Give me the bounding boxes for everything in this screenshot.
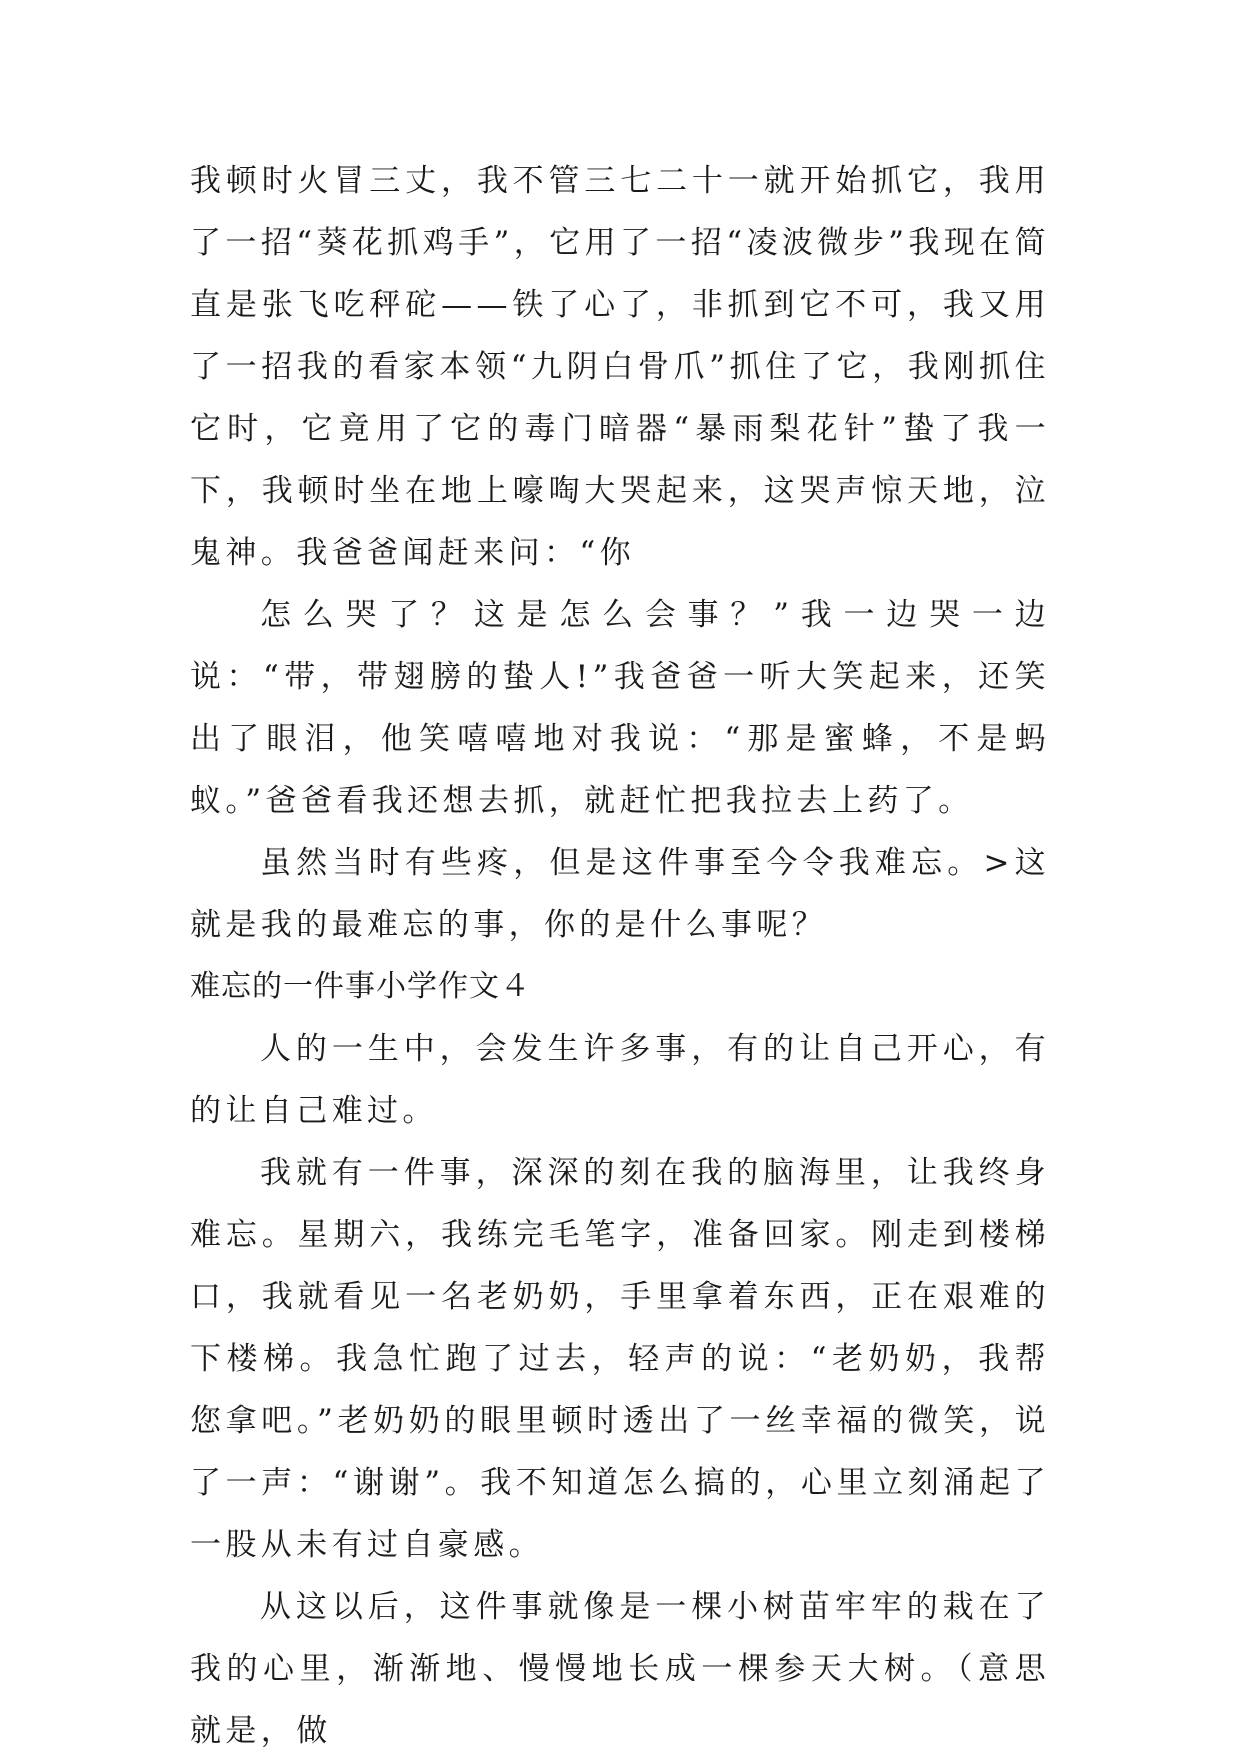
document-page xyxy=(190,150,1050,1762)
paragraph-2: 怎么哭了？这是怎么会事？”我一边哭一边说：“带，带翅膀的蛰人!”我爸爸一听大笑起来，还笑出了眼泪，他笑嘻嘻地对我说：“那是蜜蜂，不是蚂蚁。”爸爸看我还想去抓，就赶忙把我拉去上药了。 xyxy=(190,597,1050,819)
paragraph-5: 我就有一件事，深深的刻在我的脑海里，让我终身难忘。星期六，我练完毛笔字，准备回家。刚走到楼梯口，我就看见一名老奶奶，手里拿着东西，正在艰难的下楼梯。我急忙跑了过去，轻声的说：“老奶奶，我帮您拿吧。”老奶奶的眼里顿时透出了一丝幸福的微笑，说了一声：“谢谢”。我不知道怎么搞的，心里立刻涌起了一股从未有过自豪感。 xyxy=(190,1155,1050,1563)
section-heading: 难忘的一件事小学作文４ xyxy=(190,969,531,1004)
paragraph-1: 我顿时火冒三丈，我不管三七二十一就开始抓它，我用了一招“葵花抓鸡手”，它用了一招“凌波微步”我现在简直是张飞吃秤砣——铁了心了，非抓到它不可，我又用了一招我的看家本领“九阴白骨爪”抓住了它，我刚抓住它时，它竟用了它的毒门暗器“暴雨梨花针”蛰了我一下，我顿时坐在地上嚎啕大哭起来，这哭声惊天地，泣鬼神。我爸爸闻赶来问：“你 xyxy=(190,163,1050,571)
paragraph-6: 从这以后，这件事就像是一棵小树苗牢牢的栽在了我的心里，渐渐地、慢慢地长成一棵参天大树。（意思就是，做 xyxy=(190,1589,1050,1749)
paragraph-3: 虽然当时有些疼，但是这件事至今令我难忘。>这就是我的最难忘的事，你的是什么事呢？ xyxy=(190,845,1050,943)
paragraph-4: 人的一生中，会发生许多事，有的让自己开心，有的让自己难过。 xyxy=(190,1031,1050,1129)
